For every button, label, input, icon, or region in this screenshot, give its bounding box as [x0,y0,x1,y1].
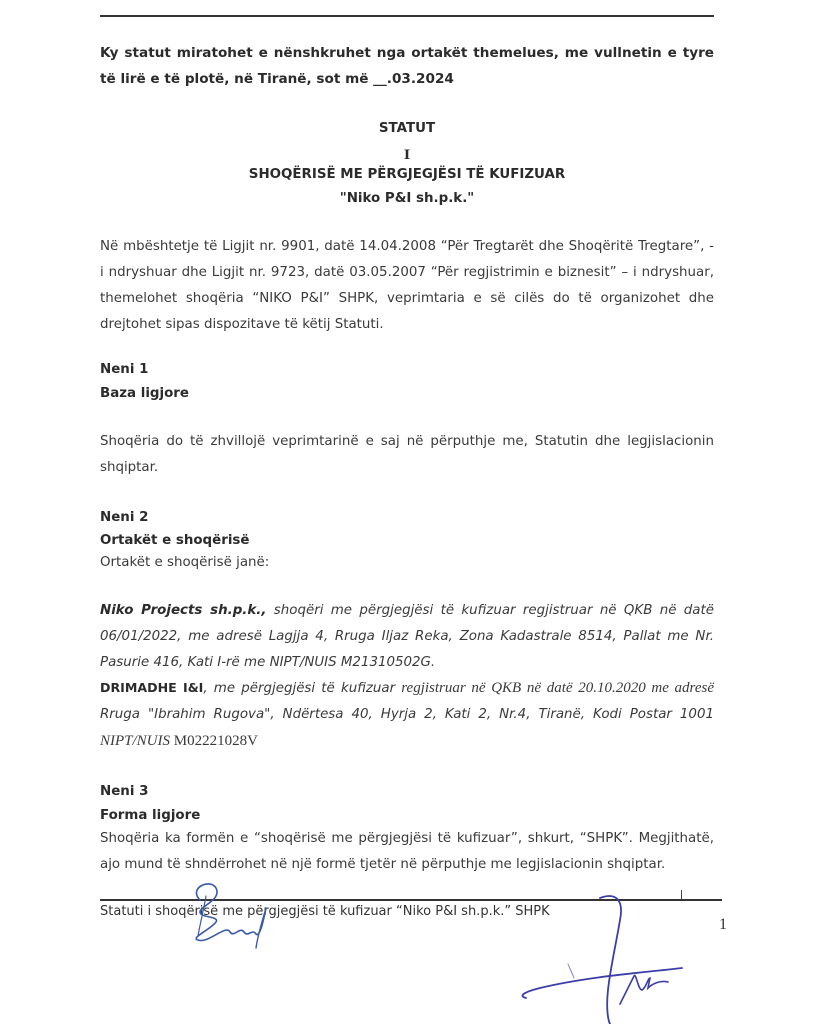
title-statut: STATUT [378,121,436,136]
title-company-name: "Niko P&I sh.p.k." [339,191,475,206]
intro-statement: Ky statut miratohet e nënshkruhet nga ortakët themelues, me vullnetin e tyre të lirë e të plotë, në Tiranë, sot më __.03.2024 [100,45,714,87]
partner-2-details-b: regjistruar në QKB në datë 20.10.2020 me adresë [401,680,714,696]
partner-2-nipt-label: NIPT/NUIS [100,733,171,749]
title-i: I [403,147,411,163]
article-3-body: Shoqëria ka formën e “shoqërisë me përgjegjësi të kufizuar”, shkurt, “SHPK”. Megjithatë, ajo mund të shndërrohet në një formë tjetër në përputhje me legjislacionin shqiptar. [100,831,714,872]
partner-2-details-c: Rruga "Ibrahim Rugova", Ndërtesa 40, Hyrja 2, Kati 2, Nr.4, Tiranë, Kodi Postar 1001 [100,707,714,722]
partner-2-details-a: , me përgjegjësi të kufizuar [203,681,402,696]
partner-1-name: Niko Projects sh.p.k., [100,603,267,618]
title-company-type: SHOQËRISË ME PËRGJEGJËSI TË KUFIZUAR [248,167,566,182]
page-number: 1 [719,916,727,933]
partner-2-entry [100,675,714,755]
partner-1-details: shoqëri me përgjegjësi të kufizuar regjistruar në QKB në datë 06/01/2022, me adresë Lagjja 4, Rruga Iljaz Reka, Zona Kadastrale 8514, Pallat me Nr. Pasurie 416, Kati I-rë me NIPT/NUIS M21310502G. [100,603,714,670]
article-1-heading: Baza ligjore [100,386,189,401]
article-3-number: Neni 3 [100,784,149,799]
partner-1-entry [100,598,714,676]
article-3-heading: Forma ligjore [100,808,201,823]
article-2-heading: Ortakët e shoqërisë [100,533,250,548]
article-2-body: Ortakët e shoqërisë janë: [100,555,270,570]
partner-2-name: DRIMADHE I&I [100,680,204,695]
footer-text: Statuti i shoqërisë me përgjegjësi të kufizuar “Niko P&I sh.p.k.” SHPK [100,904,550,919]
article-1-body: Shoqëria do të zhvillojë veprimtarinë e saj në përputhje me, Statutin dhe legjislacionin shqiptar. [100,434,714,475]
article-2-number: Neni 2 [100,510,149,525]
article-1-number: Neni 1 [100,362,149,377]
signature-right [500,880,760,1024]
preamble-paragraph: Në mbështetje të Ligjit nr. 9901, datë 14.04.2008 “Për Tregtarët dhe Shoqëritë Tregtare”, - i ndryshuar dhe Ligjit nr. 9723, datë 03.05.2007 “Për regjistrimin e biznesit” – i ndryshuar, themelohet shoqëria “NIKO P&I” SHPK, veprimtaria e së cilës do të organizohet dhe drejtohet sipas dispozitave të këtij Statuti. [100,239,714,332]
partner-2-nipt-value: M02221028V [170,733,258,749]
signature-left [170,878,290,958]
top-divider [100,15,714,17]
